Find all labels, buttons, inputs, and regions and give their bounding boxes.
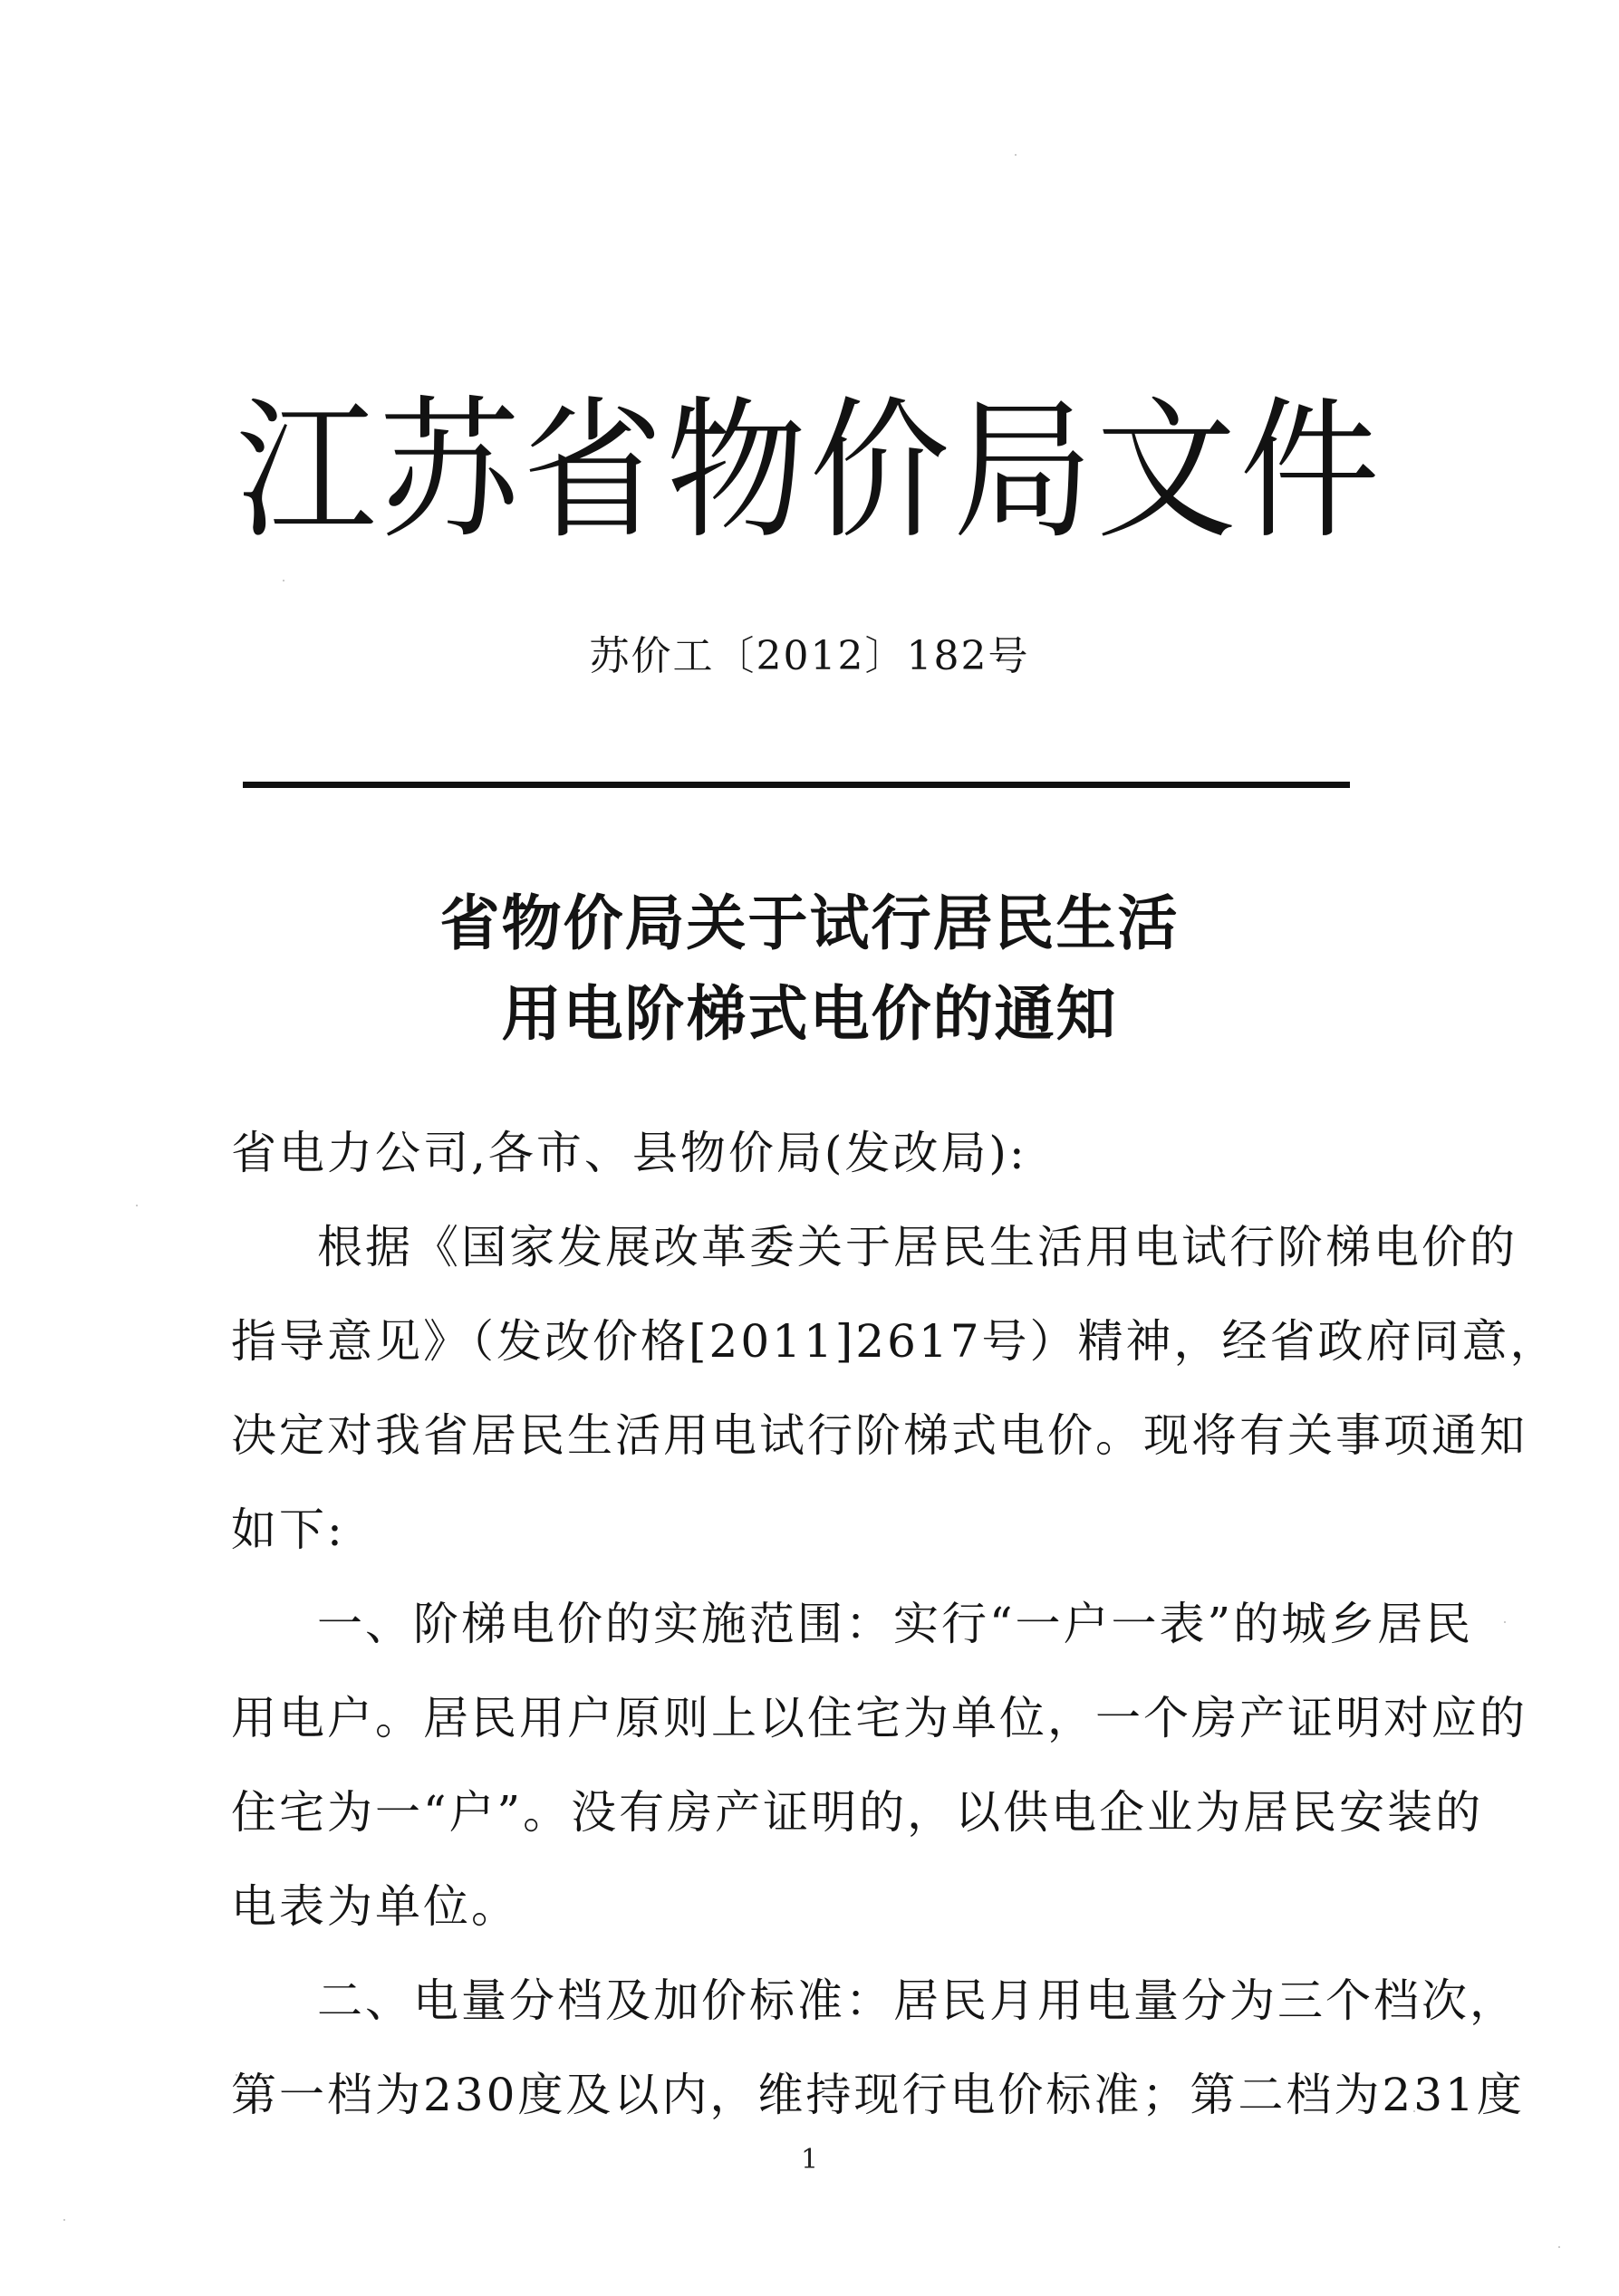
body-line: 根据《国家发展改革委关于居民生活用电试行阶梯电价的	[317, 1221, 1518, 1273]
page-number: 1	[800, 2144, 819, 2176]
body-line: 住宅为一“户”。没有房产证明的，以供电企业为居民安装的	[231, 1786, 1484, 1839]
body-line: 电表为单位。	[231, 1880, 519, 1933]
scan-speck	[1558, 2246, 1560, 2248]
document-number: 苏价工〔2012〕182号	[589, 633, 1030, 679]
scan-speck	[63, 2219, 65, 2221]
addressee: 省电力公司,各市、县物价局(发改局):	[231, 1127, 1027, 1179]
document-title-line-2: 用电阶梯式电价的通知	[501, 979, 1118, 1049]
body-line: 二、电量分档及加价标准：居民月用电量分为三个档次，	[317, 1974, 1518, 2027]
document-masthead: 江苏省物价局文件	[236, 382, 1383, 560]
document-title-line-1: 省物价局关于试行居民生活	[439, 889, 1180, 958]
body-line: 一、阶梯电价的实施范围：实行“一户一表”的城乡居民	[317, 1598, 1474, 1650]
masthead-divider	[243, 782, 1350, 788]
body-line: 如下:	[231, 1503, 345, 1556]
scan-speck	[1015, 154, 1017, 156]
scan-speck	[283, 580, 284, 581]
body-line: 用电户。居民用户原则上以住宅为单位，一个房产证明对应的	[231, 1692, 1527, 1744]
body-line: 指导意见》（发改价格[2011]2617号）精神，经省政府同意，	[231, 1315, 1558, 1368]
scan-speck	[1504, 1621, 1506, 1623]
body-line: 第一档为230度及以内，维持现行电价标准；第二档为231度	[231, 2069, 1525, 2121]
body-line: 决定对我省居民生活用电试行阶梯式电价。现将有关事项通知	[231, 1409, 1527, 1462]
scan-speck	[136, 1205, 138, 1206]
